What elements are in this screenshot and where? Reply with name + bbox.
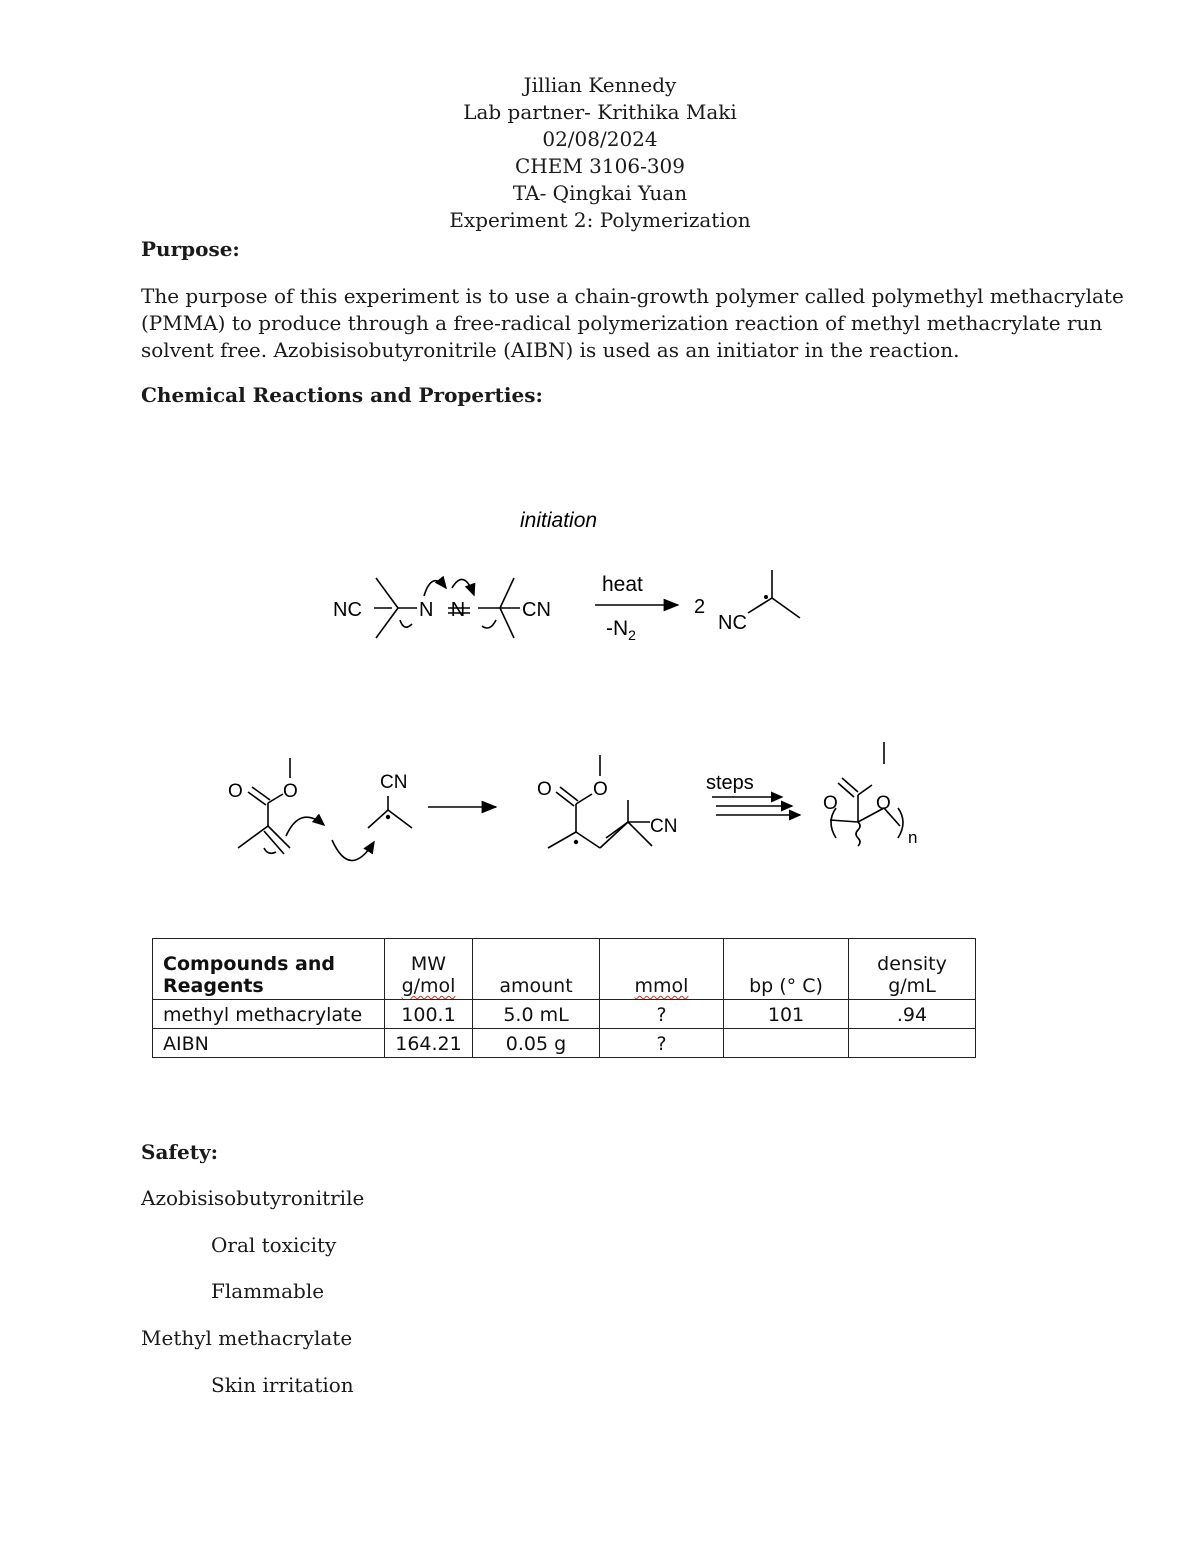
lab-partner: Lab partner- Krithika Maki: [463, 100, 737, 124]
header-cell: density g/mL: [849, 939, 976, 1000]
purpose-line: solvent free. Azobisisobutyronitrile (AIBN) is used as an initiator in the reaction.: [141, 338, 960, 362]
coefficient-label: 2: [694, 596, 706, 618]
purpose-line: The purpose of this experiment is to use a chain-growth polymer called polymethyl methacrylate: [141, 284, 1124, 308]
course-code: CHEM 3106-309: [514, 154, 685, 178]
safety-heading: Safety:: [141, 1140, 218, 1164]
repeat-n-label: n: [908, 828, 918, 847]
nc-label: NC: [333, 599, 362, 621]
header-cell: amount: [473, 939, 600, 1000]
table-cell: 100.1: [385, 1000, 473, 1029]
o-label: O: [283, 781, 298, 802]
report-date: 02/08/2024: [542, 127, 658, 151]
header-cell: mmol: [600, 939, 724, 1000]
o-label: O: [228, 781, 243, 802]
table-row: [153, 1029, 976, 1058]
table-cell: ?: [600, 1029, 724, 1058]
o-label: O: [537, 779, 552, 800]
teaching-assistant: TA- Qingkai Yuan: [512, 181, 688, 205]
table-cell: AIBN: [153, 1029, 385, 1058]
o-label: O: [823, 793, 838, 814]
header-cell: MW g/mol: [385, 939, 473, 1000]
author-name: Jillian Kennedy: [523, 73, 677, 97]
purpose-paragraph: [141, 283, 1124, 364]
document-header: [0, 72, 1200, 234]
table-cell: [724, 1029, 849, 1058]
safety-chemical: Azobisisobutyronitrile: [141, 1186, 365, 1210]
table-header-row: [153, 939, 976, 1000]
table-cell: 101: [724, 1000, 849, 1029]
header-cell: Compounds and Reagents: [153, 939, 385, 1000]
cn-label: CN: [650, 816, 678, 837]
header-cell: bp (° C): [724, 939, 849, 1000]
cn-label: CN: [522, 599, 551, 621]
table-row: [153, 1000, 976, 1029]
table-cell: methyl methacrylate: [153, 1000, 385, 1029]
nc-label: NC: [718, 612, 747, 634]
table-cell: ?: [600, 1000, 724, 1029]
reaction-scheme: [0, 480, 1200, 890]
purpose-line: (PMMA) to produce through a free-radical polymerization reaction of methyl methacrylate run: [141, 311, 1103, 335]
table-cell: .94: [849, 1000, 976, 1029]
table-cell: 0.05 g: [473, 1029, 600, 1058]
reagent-table: [152, 938, 976, 1058]
n-label: N: [419, 599, 434, 621]
purpose-heading: Purpose:: [141, 237, 240, 261]
minus-n-label: $-N_2$: [606, 617, 636, 643]
table-cell: [849, 1029, 976, 1058]
table-cell: 164.21: [385, 1029, 473, 1058]
safety-hazard: Oral toxicity: [211, 1233, 337, 1257]
initiation-label: initiation: [520, 509, 598, 532]
table-cell: 5.0 mL: [473, 1000, 600, 1029]
o-label: O: [876, 793, 891, 814]
safety-chemical: Methyl methacrylate: [141, 1326, 353, 1350]
n-label: N: [450, 599, 466, 621]
o-label: O: [593, 779, 608, 800]
heat-label: heat: [602, 573, 643, 596]
reactions-heading: Chemical Reactions and Properties:: [141, 383, 543, 407]
cn-label: CN: [380, 772, 408, 793]
safety-hazard: Skin irritation: [211, 1373, 354, 1397]
safety-hazard: Flammable: [211, 1279, 325, 1303]
steps-label: steps: [706, 772, 754, 794]
experiment-title: Experiment 2: Polymerization: [449, 208, 751, 232]
